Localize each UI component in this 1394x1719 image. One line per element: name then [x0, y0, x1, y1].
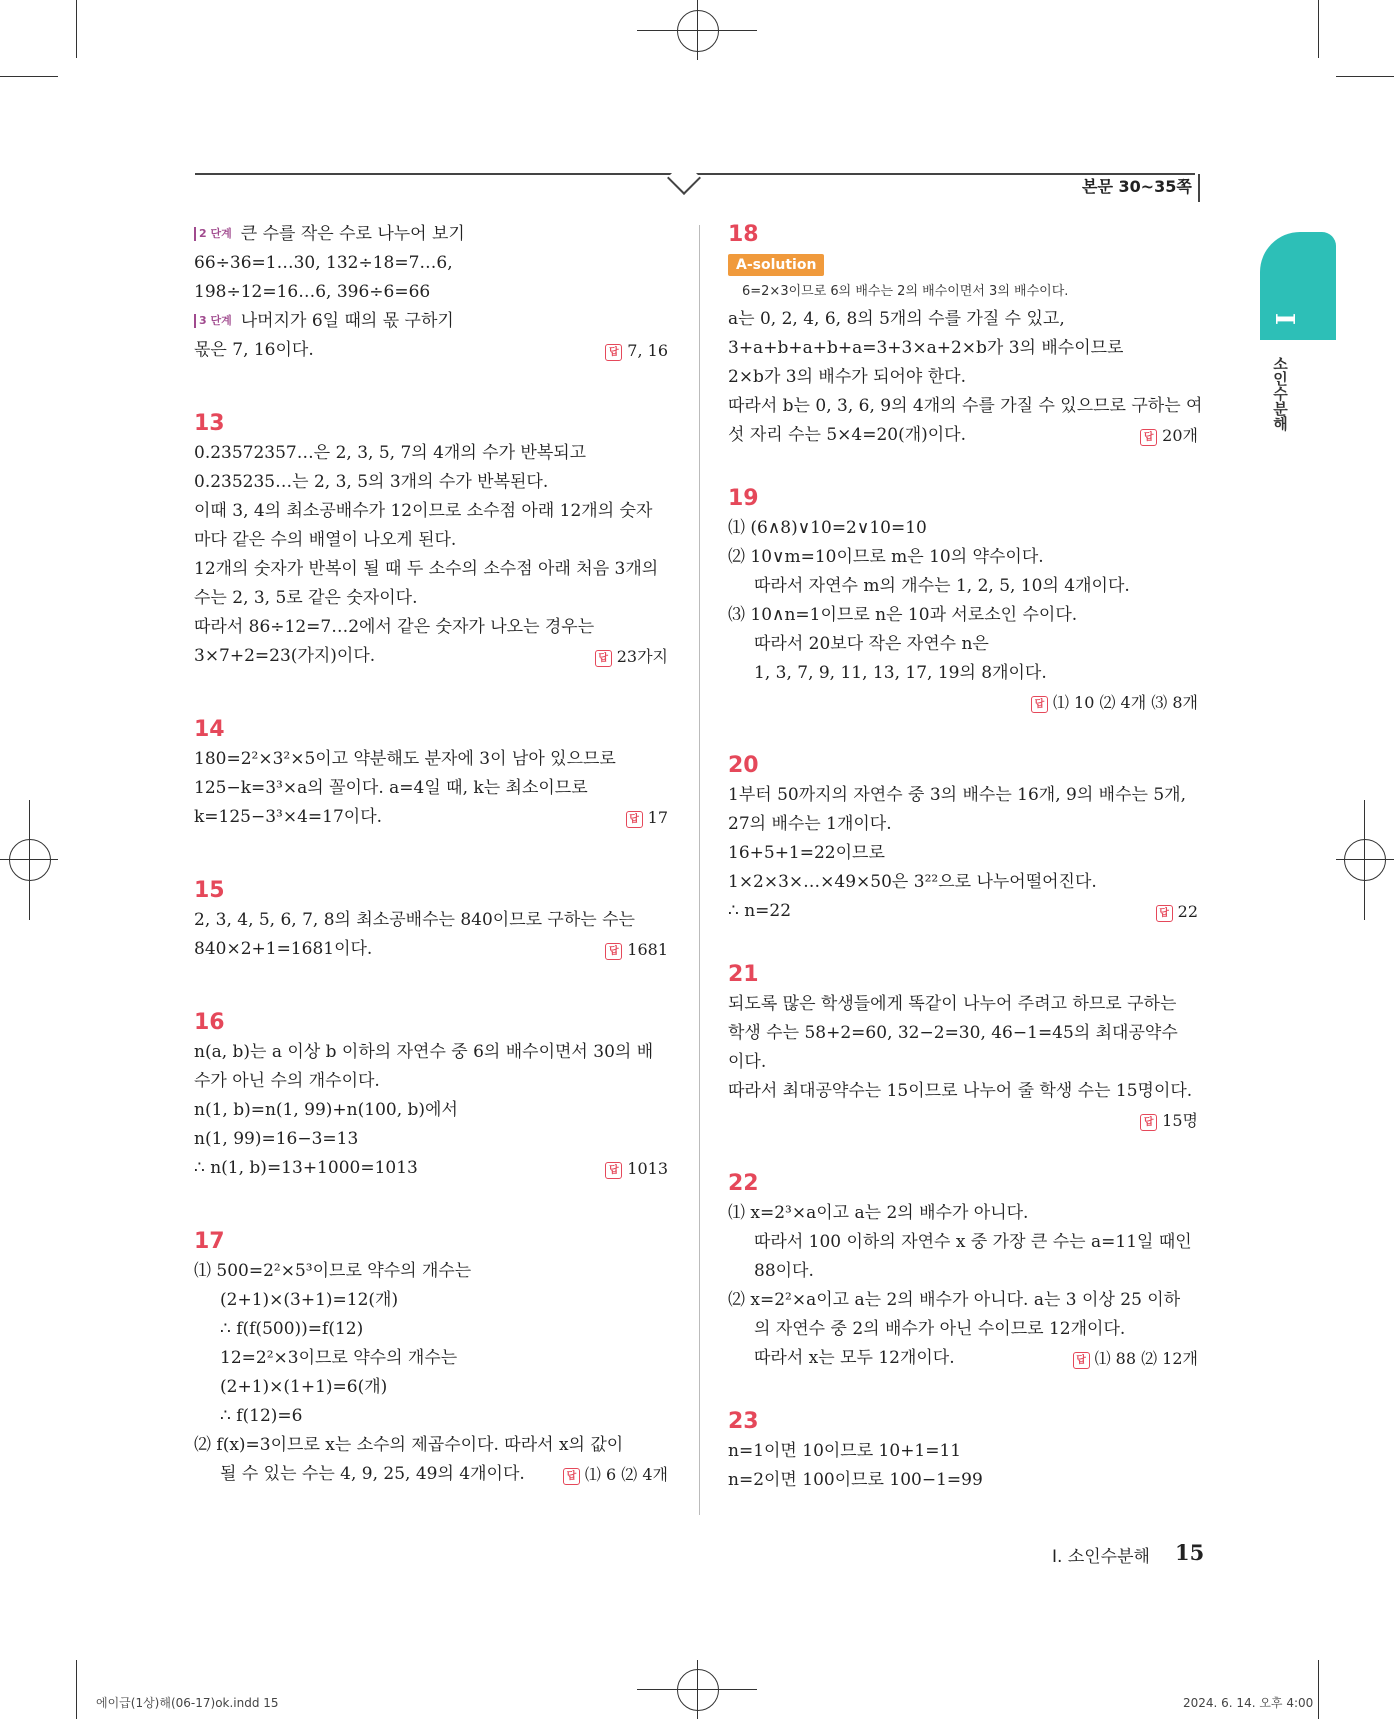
solution-line: ⑴ x=2³×a이고 a는 2의 배수가 아니다. — [728, 1203, 1029, 1223]
answer — [1073, 1344, 1198, 1374]
answer-badge: 답 — [1073, 1352, 1090, 1369]
solution-line: 125−k=3³×a의 꼴이다. a=4일 때, k는 최소이므로 — [194, 778, 588, 798]
solution-line: 수는 2, 3, 5로 같은 숫자이다. — [194, 588, 418, 608]
solution-text: ∴ n=22 — [728, 901, 792, 921]
answer — [1156, 897, 1198, 927]
print-slug-filename: 에이급(1상)해(06-17)ok.indd 15 — [96, 1696, 279, 1710]
solution-line: 0.23572357…은 2, 3, 5, 7의 4개의 수가 반복되고 — [194, 443, 587, 463]
answer-badge: 답 — [1140, 1114, 1157, 1131]
solution-line: 0.235235…는 2, 3, 5의 3개의 수가 반복된다. — [194, 472, 549, 492]
problem-number: 14 — [194, 717, 225, 742]
chapter-tab — [1260, 232, 1336, 340]
problem-number: 21 — [728, 962, 759, 987]
solution-line: n(1, 99)=16−3=13 — [194, 1129, 359, 1149]
solution-line: 27의 배수는 1개이다. — [728, 814, 892, 834]
problem-number: 20 — [728, 753, 759, 778]
problem-13 — [194, 409, 668, 671]
solution-text: 840×2+1=1681이다. — [194, 939, 373, 959]
answer-badge: 답 — [626, 811, 643, 828]
answer — [605, 935, 668, 965]
crop-mark — [1318, 1660, 1319, 1719]
answer-text: ⑴ 88 ⑵ 12개 — [1094, 1349, 1198, 1368]
solution-line — [728, 688, 1198, 717]
answer — [595, 642, 668, 672]
chapter-numeral: I — [1269, 312, 1300, 326]
solution-line — [728, 421, 1198, 450]
solution-line: ∴ f(12)=6 — [220, 1406, 303, 1426]
solution-line: 2, 3, 4, 5, 6, 7, 8의 최소공배수는 840이므로 구하는 수는 — [194, 910, 635, 930]
solution-line: 따라서 100 이하의 자연수 x 중 가장 큰 수는 a=11일 때인 — [754, 1232, 1192, 1252]
solution-line: 2×b가 3의 배수가 되어야 한다. — [728, 367, 966, 387]
solution-line — [194, 803, 668, 832]
answer — [605, 336, 668, 366]
problem-17 — [194, 1227, 668, 1489]
solution-line: 따라서 b는 0, 3, 6, 9의 4개의 수를 가질 수 있으므로 구하는 여 — [728, 396, 1203, 416]
solution-line — [194, 935, 668, 964]
answer-badge: 답 — [605, 344, 622, 361]
answer-badge: 답 — [563, 1468, 580, 1485]
problem-16 — [194, 1008, 668, 1183]
solution-line: n=1이면 10이므로 10+1=11 — [728, 1441, 962, 1461]
problem-number: 15 — [194, 878, 225, 903]
problem-number: 18 — [728, 222, 759, 247]
registration-mark-left — [9, 839, 51, 881]
solution-line: 따라서 자연수 m의 개수는 1, 2, 5, 10의 4개이다. — [754, 576, 1130, 596]
solution-line: (2+1)×(1+1)=6(개) — [220, 1377, 388, 1397]
problem-number: 13 — [194, 411, 225, 436]
solution-line — [194, 1154, 668, 1183]
solution-line: 마다 같은 수의 배열이 나오게 된다. — [194, 530, 457, 550]
solution-line: 12개의 숫자가 반복이 될 때 두 소수의 소수점 아래 처음 3개의 — [194, 559, 659, 579]
problem-19 — [728, 484, 1198, 717]
problem-number: 16 — [194, 1010, 225, 1035]
registration-mark-right — [1344, 839, 1386, 881]
solution-line: 1×2×3×…×49×50은 3²²으로 나누어떨어진다. — [728, 872, 1097, 892]
registration-mark-top — [677, 10, 719, 52]
crop-mark — [1318, 0, 1319, 58]
solution-line — [728, 1106, 1198, 1135]
problem-18 — [728, 220, 1203, 450]
answer-badge: 답 — [1031, 696, 1048, 713]
solution-text: k=125−3³×4=17이다. — [194, 807, 383, 827]
solution-line: 되도록 많은 학생들에게 똑같이 나누어 주려고 하므로 구하는 — [728, 994, 1177, 1014]
solution-line: 학생 수는 58+2=60, 32−2=30, 46−1=45의 최대공약수 — [728, 1023, 1178, 1043]
step-badge: 2 단계 — [194, 227, 235, 241]
answer-text: 15명 — [1162, 1111, 1198, 1130]
asolution-box — [728, 250, 1198, 279]
solution-line: 16+5+1=22이므로 — [728, 843, 885, 863]
solution-text: ∴ n(1, b)=13+1000=1013 — [194, 1158, 418, 1178]
solution-line — [194, 642, 668, 671]
footer-chapter-title: I. 소인수분해 — [1052, 1547, 1150, 1567]
answer-text: 22 — [1177, 902, 1198, 921]
solution-line: 이때 3, 4의 최소공배수가 12이므로 소수점 아래 12개의 숫자 — [194, 501, 653, 521]
answer — [605, 1154, 668, 1184]
asolution-badge: A-solution — [728, 254, 824, 276]
solution-line: 180=2²×3²×5이고 약분해도 분자에 3이 남아 있으므로 — [194, 749, 616, 769]
answer — [1140, 1106, 1198, 1136]
answer — [563, 1460, 668, 1490]
solution-line: 88이다. — [754, 1261, 814, 1281]
problem-20 — [728, 751, 1198, 926]
solution-line: 1, 3, 7, 9, 11, 13, 17, 19의 8개이다. — [754, 663, 1047, 683]
solution-line — [728, 897, 1198, 926]
answer-badge: 답 — [1140, 429, 1157, 446]
solution-text: 몫은 7, 16이다. — [194, 340, 314, 360]
answer — [1140, 421, 1198, 451]
solution-line: n(1, b)=n(1, 99)+n(100, b)에서 — [194, 1100, 458, 1120]
asolution-text: 6=2×3이므로 6의 배수는 2의 배수이면서 3의 배수이다. — [742, 284, 1069, 299]
solution-line: ∴ f(f(500))=f(12) — [220, 1319, 364, 1339]
answer — [626, 803, 668, 833]
footer-page-number: 15 — [1175, 1540, 1205, 1565]
answer-badge: 답 — [1156, 905, 1173, 922]
solution-line: 이다. — [728, 1052, 767, 1072]
problem-23 — [728, 1407, 1198, 1495]
answer-badge: 답 — [605, 1162, 622, 1179]
solution-line: ⑴ (6∧8)∨10=2∨10=10 — [728, 518, 927, 538]
problem-12-continued — [194, 220, 668, 365]
solution-line: n(a, b)는 a 이상 b 이하의 자연수 중 6의 배수이면서 30의 배 — [194, 1042, 654, 1062]
header-notch — [667, 161, 701, 195]
solution-line: 따라서 20보다 작은 자연수 n은 — [754, 634, 989, 654]
right-column — [728, 220, 1203, 1495]
solution-line — [194, 1460, 668, 1489]
step-badge: 3 단계 — [194, 314, 235, 328]
problem-number: 17 — [194, 1229, 225, 1254]
solution-line: 1부터 50까지의 자연수 중 3의 배수는 16개, 9의 배수는 5개, — [728, 785, 1186, 805]
chapter-title-vertical: 소인수분해 — [1271, 356, 1289, 431]
answer-text: ⑴ 10 ⑵ 4개 ⑶ 8개 — [1052, 693, 1198, 712]
step-line — [194, 220, 668, 249]
answer-text: 7, 16 — [627, 341, 668, 360]
solution-line: 의 자연수 중 2의 배수가 아닌 수이므로 12개이다. — [754, 1319, 1126, 1339]
solution-line: 3+a+b+a+b+a=3+3×a+2×b가 3의 배수이므로 — [728, 338, 1124, 358]
answer-text: 1681 — [627, 940, 668, 959]
answer-badge: 답 — [605, 943, 622, 960]
step-title: 나머지가 6일 때의 몫 구하기 — [240, 311, 454, 331]
print-slug-timestamp: 2024. 6. 14. 오후 4:00 — [1183, 1696, 1314, 1710]
page-range-label: 본문 30∼35쪽 — [1082, 177, 1192, 196]
problem-14 — [194, 715, 668, 832]
solution-text: 섯 자리 수는 5×4=20(개)이다. — [728, 425, 967, 445]
answer-text: 17 — [647, 808, 668, 827]
answer-text: 20개 — [1162, 426, 1198, 445]
answer-text: 1013 — [627, 1159, 668, 1178]
solution-line: n=2이면 100이므로 100−1=99 — [728, 1470, 983, 1490]
problem-21 — [728, 960, 1198, 1135]
solution-text: 3×7+2=23(가지)이다. — [194, 646, 376, 666]
solution-line: a는 0, 2, 4, 6, 8의 5개의 수를 가질 수 있고, — [728, 309, 1065, 329]
solution-line: ⑴ 500=2²×5³이므로 약수의 개수는 — [194, 1261, 472, 1281]
solution-line: 198÷12=16…6, 396÷6=66 — [194, 282, 431, 302]
step-line — [194, 307, 668, 336]
crop-mark — [76, 1660, 77, 1719]
solution-line: (2+1)×(3+1)=12(개) — [220, 1290, 399, 1310]
solution-text: 될 수 있는 수는 4, 9, 25, 49의 4개이다. — [220, 1464, 525, 1484]
crop-mark — [0, 76, 58, 77]
solution-line: ⑵ f(x)=3이므로 x는 소수의 제곱수이다. 따라서 x의 값이 — [194, 1435, 624, 1455]
answer-badge: 답 — [595, 650, 612, 667]
problem-22 — [728, 1169, 1198, 1373]
problem-number: 23 — [728, 1409, 759, 1434]
solution-line: 따라서 최대공약수는 15이므로 나누어 줄 학생 수는 15명이다. — [728, 1081, 1193, 1101]
left-column — [194, 220, 668, 1489]
solution-line: ⑶ 10∧n=1이므로 n은 10과 서로소인 수이다. — [728, 605, 1078, 625]
solution-line — [194, 336, 668, 365]
solution-line — [728, 1344, 1198, 1373]
crop-mark — [76, 0, 77, 58]
solution-line: 따라서 86÷12=7…2에서 같은 숫자가 나오는 경우는 — [194, 617, 595, 637]
column-divider — [699, 225, 700, 1515]
answer-text: 23가지 — [616, 647, 668, 666]
solution-line: 수가 아닌 수의 개수이다. — [194, 1071, 380, 1091]
solution-text: 따라서 x는 모두 12개이다. — [754, 1348, 955, 1368]
crop-mark — [1336, 76, 1394, 77]
answer — [1031, 688, 1198, 718]
step-title: 큰 수를 작은 수로 나누어 보기 — [240, 224, 465, 244]
solution-line: ⑵ x=2²×a이고 a는 2의 배수가 아니다. a는 3 이상 25 이하 — [728, 1290, 1181, 1310]
answer-text: ⑴ 6 ⑵ 4개 — [584, 1465, 668, 1484]
registration-mark-bottom — [677, 1669, 719, 1711]
problem-number: 19 — [728, 486, 759, 511]
solution-line: 66÷36=1…30, 132÷18=7…6, — [194, 253, 453, 273]
problem-15 — [194, 876, 668, 964]
problem-number: 22 — [728, 1171, 759, 1196]
solution-line: 12=2²×3이므로 약수의 개수는 — [220, 1348, 458, 1368]
solution-line: ⑵ 10∨m=10이므로 m은 10의 약수이다. — [728, 547, 1044, 567]
